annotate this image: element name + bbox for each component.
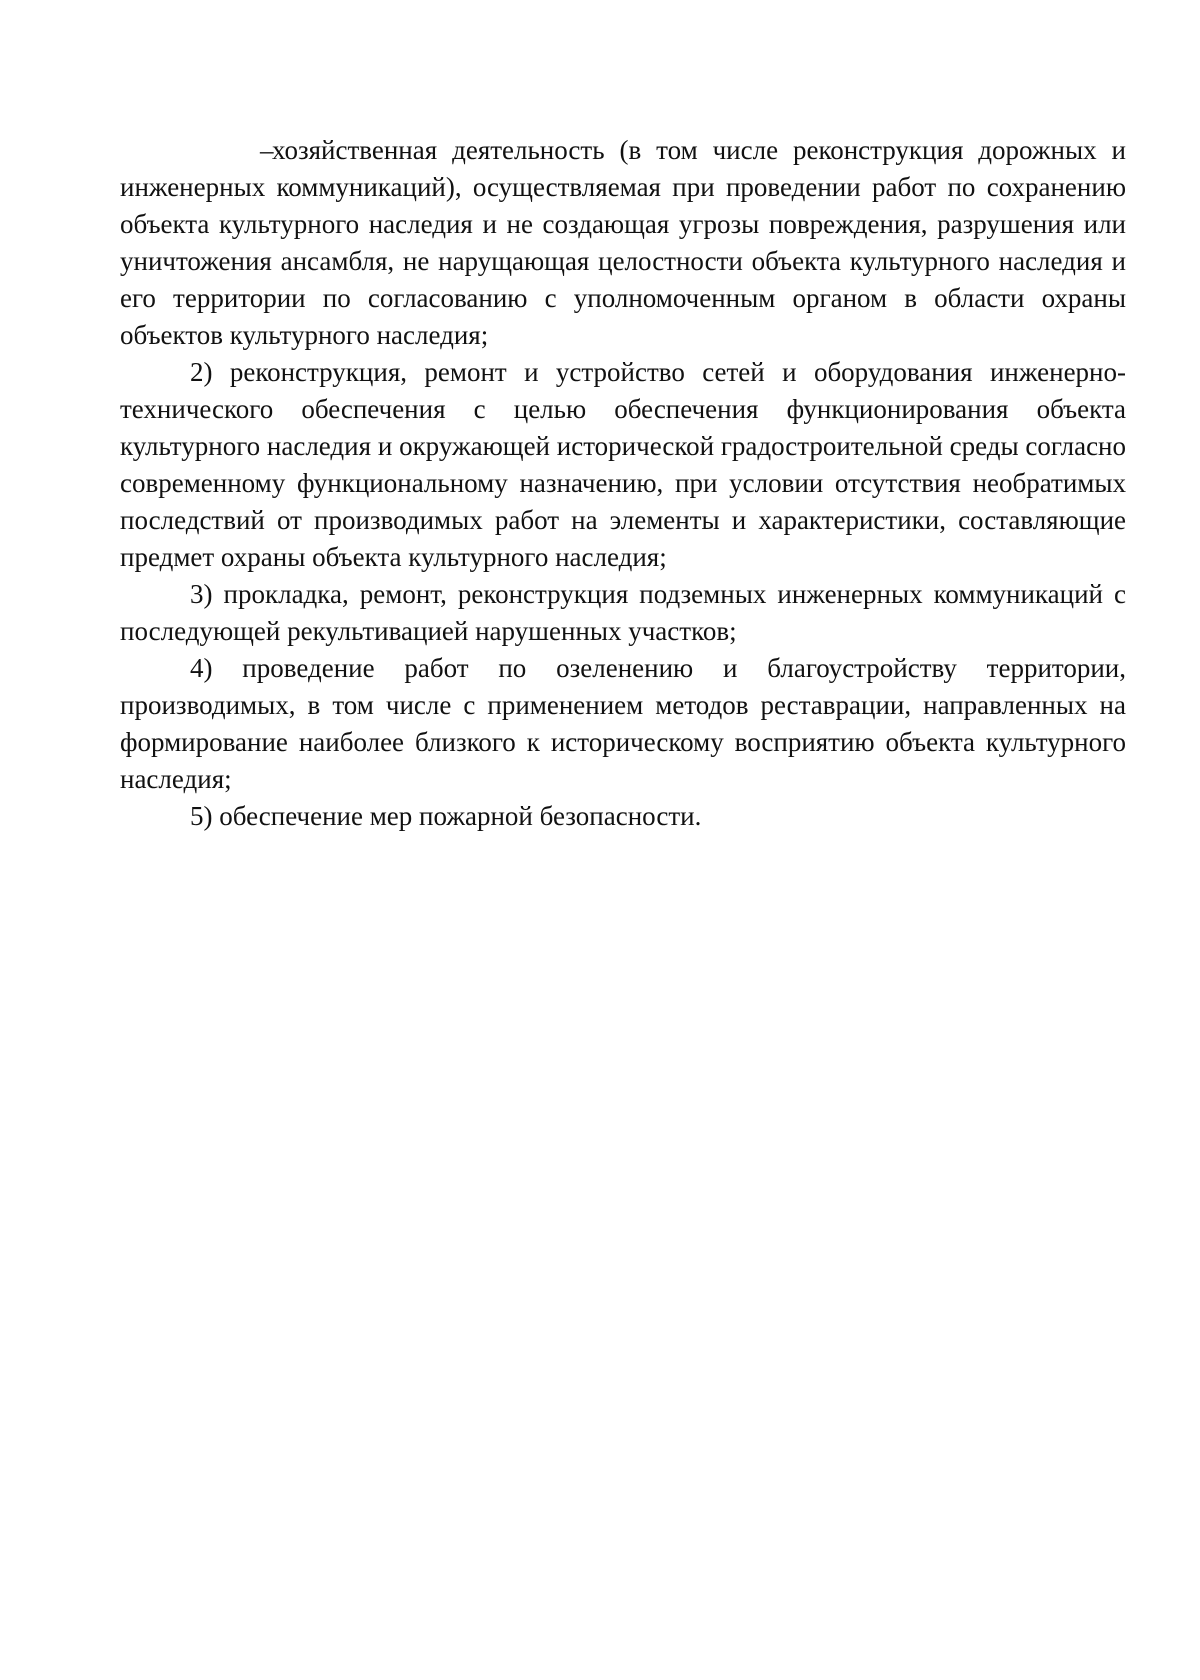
paragraph-text: хозяйственная деятельность (в том числе реконструкция дорожных и инженерных коммуникаций), осуществляемая при проведении работ по сохранению объекта культурного наследия и не создающая угрозы повреждения, разрушения или уничтожения ансамбля, не нарущающая целостности объекта культурного наследия и его территории по согласованию с уполномоченным органом в области охраны объектов культурного наследия; [120, 135, 1126, 350]
paragraph-item-3: 3) прокладка, ремонт, реконструкция подземных инженерных коммуникаций с последующей рекультивацией нарушенных участков; [120, 579, 1126, 646]
dash-marker: – [260, 135, 274, 165]
document-body [120, 132, 1126, 835]
paragraph-item-4: 4) проведение работ по озеленению и благоустройству территории, производимых, в том числе с применением методов реставрации, направленных на формирование наиболее близкого к историческому восприятию объекта культурного наследия; [120, 653, 1126, 794]
paragraph-item-5: 5) обеспечение мер пожарной безопасности. [190, 801, 702, 831]
paragraph-economic-activity [120, 132, 1126, 354]
paragraph-item-2: 2) реконструкция, ремонт и устройство сетей и оборудования инженерно-технического обеспечения с целью обеспечения функционирования объекта культурного наследия и окружающей исторической градостроительной среды согласно современному функциональному назначению, при условии отсутствия необратимых последствий от производимых работ на элементы и характеристики, составляющие предмет охраны объекта культурного наследия; [120, 357, 1126, 572]
